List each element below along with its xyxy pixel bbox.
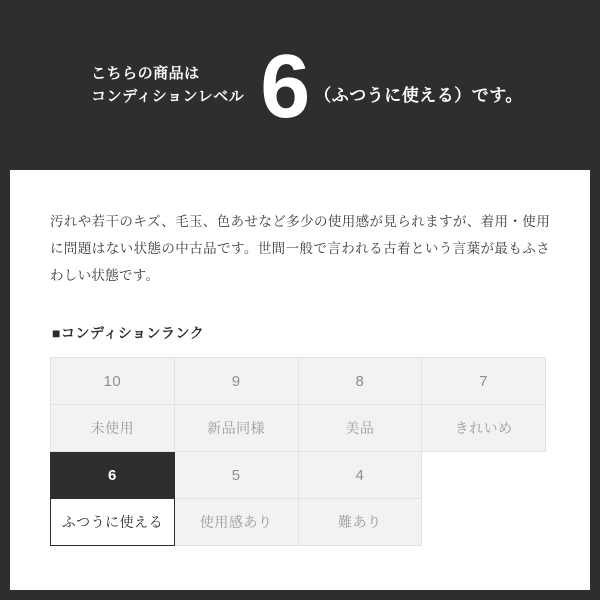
header-band (0, 0, 600, 170)
rank-label-cell: 新品同様 (174, 405, 298, 452)
left-border-strip (0, 170, 10, 590)
rank-label-cell: 難あり (298, 499, 422, 546)
header-lead-line-2: コンディションレベル (91, 88, 245, 105)
table-row (51, 499, 546, 546)
condition-level-number: 6 (260, 36, 309, 137)
section-title-condition-rank: ■コンディションランク (52, 325, 205, 341)
rank-empty-cell (422, 452, 546, 499)
table-row (51, 358, 546, 405)
description-card (10, 170, 590, 590)
rank-label-cell-selected: ふつうに使える (51, 499, 175, 546)
condition-rank-table (50, 357, 546, 546)
rank-number-cell-selected: 6 (51, 452, 175, 499)
header-content (0, 36, 600, 137)
rank-number-cell: 8 (298, 358, 422, 405)
table-row (51, 405, 546, 452)
rank-number-cell: 7 (422, 358, 546, 405)
rank-number-cell: 4 (298, 452, 422, 499)
rank-number-cell: 10 (51, 358, 175, 405)
header-lead-line-1: こちらの商品は (91, 64, 200, 82)
table-row (51, 452, 546, 499)
right-border-strip (590, 170, 600, 590)
rank-empty-cell (422, 499, 546, 546)
rank-number-cell: 9 (174, 358, 298, 405)
condition-description: 汚れや若干のキズ、毛玉、色あせなど多少の使用感が見られますが、着用・使用に問題はない状態の中古品です。世間一般で言われる古着という言葉が最もふさわしい状態です。 (50, 214, 550, 283)
rank-label-cell: 未使用 (51, 405, 175, 452)
condition-level-suffix: （ふつうに使える）です。 (314, 85, 523, 105)
rank-label-cell: きれいめ (422, 405, 546, 452)
rank-number-cell: 5 (174, 452, 298, 499)
header-lead-text (91, 62, 260, 109)
rank-label-cell: 使用感あり (174, 499, 298, 546)
rank-label-cell: 美品 (298, 405, 422, 452)
footer-border-strip (0, 590, 600, 600)
